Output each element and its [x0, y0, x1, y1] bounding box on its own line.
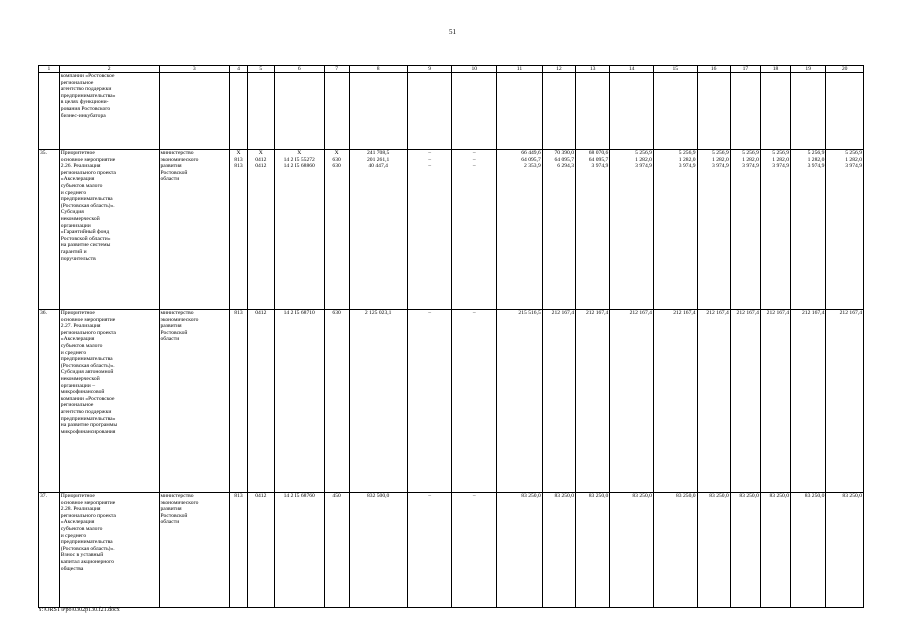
cell-value: 83 250,0 [791, 493, 826, 608]
cell-value: 212 167,4 [697, 310, 730, 493]
cell-grbs: 813 [230, 310, 248, 493]
col-header: 19 [791, 66, 826, 73]
measure-name: компании «Ростовское региональное агентство поддержки предпринимательства» в целях функциони- рования Ростовского бизнес-инкубатора [59, 73, 159, 150]
cell-value: – – – [452, 150, 497, 310]
col-header: 20 [826, 66, 864, 73]
measure-name: Приоритетное основное мероприятие 2.26. Реализация регионального проекта «Акселерация субъектов малого и среднего предпринимательства (Ростовская область)». Субсидия некоммерческой организации «Гарантийный фонд Ростовской области» на развитие системы гарантий и поручительств [59, 150, 159, 310]
cell-value: 66 449,6 64 095,7 2 353,9 [497, 150, 543, 310]
cell-grbs: 813 [230, 493, 248, 608]
cell-value: 212 167,4 [576, 310, 610, 493]
row-number: 37. [39, 493, 60, 608]
row-number: 36. [39, 310, 60, 493]
page-number: 51 [449, 28, 456, 36]
cell-value: 68 070,6 64 095,7 3 974,9 [576, 150, 610, 310]
cell-value: 83 250,0 [576, 493, 610, 608]
table-row-continuation [39, 73, 864, 150]
col-header: 14 [610, 66, 654, 73]
table-row [39, 150, 864, 310]
cell-csr: 14 2 I5 68710 [274, 310, 324, 493]
budget-table [38, 65, 864, 608]
cell-value: – [452, 493, 497, 608]
executor: министерство экономического развития Ростовской области [159, 493, 230, 608]
col-header: 9 [407, 66, 452, 73]
cell-value: 5 256,9 1 282,0 3 974,9 [653, 150, 697, 310]
col-header: 13 [576, 66, 610, 73]
cell-total: 832 500,0 [349, 493, 407, 608]
cell-value: 5 256,9 1 282,0 3 974,9 [610, 150, 654, 310]
col-header: 1 [39, 66, 60, 73]
cell-rzpr: 0412 [247, 493, 274, 608]
cell-value: – [407, 493, 452, 608]
cell-value: 5 256,9 1 282,0 3 974,9 [826, 150, 864, 310]
cell-vr: 630 [324, 310, 349, 493]
cell-value: 83 250,0 [542, 493, 575, 608]
cell-value: 212 167,4 [653, 310, 697, 493]
cell-value: 83 250,0 [653, 493, 697, 608]
cell-value: 5 256,9 1 282,0 3 974,9 [697, 150, 730, 310]
cell-value: 5 256,9 1 282,0 3 974,9 [730, 150, 760, 310]
cell-rzpr: Х 0412 0412 [247, 150, 274, 310]
table-row [39, 493, 864, 608]
col-header: 2 [59, 66, 159, 73]
cell-value: 212 167,4 [791, 310, 826, 493]
cell-total: 2 125 023,1 [349, 310, 407, 493]
col-header: 5 [247, 66, 274, 73]
file-path-footer: Y:\ORST\Ppo\0302p130.f21.docx [38, 607, 120, 613]
col-header: 8 [349, 66, 407, 73]
row-number: 35. [39, 150, 60, 310]
cell-rzpr: 0412 [247, 310, 274, 493]
cell-value: 83 250,0 [497, 493, 543, 608]
cell-grbs: Х 813 813 [230, 150, 248, 310]
col-header: 15 [653, 66, 697, 73]
cell-vr: 450 [324, 493, 349, 608]
measure-name: Приоритетное основное мероприятие 2.27. Реализация регионального проекта «Акселерация субъектов малого и среднего предпринимательства (Ростовская область)». Субсидия автономной некоммерческой организации – микрофинансовой компании «Ростовское региональное агентство поддержки предпринимательства» на развитие программы микрофинансирования [59, 310, 159, 493]
cell-csr: Х 14 2 I5 55272 14 2 I5 68860 [274, 150, 324, 310]
cell-total: 241 708,5 201 261,1 40 447,4 [349, 150, 407, 310]
col-header: 7 [324, 66, 349, 73]
col-header: 16 [697, 66, 730, 73]
cell-value: 212 167,4 [730, 310, 760, 493]
cell-value: 70 390,0 64 095,7 6 294,3 [542, 150, 575, 310]
cell-value: 83 250,0 [610, 493, 654, 608]
cell-value: 212 167,4 [610, 310, 654, 493]
col-header: 12 [542, 66, 575, 73]
cell-value: 215 516,5 [497, 310, 543, 493]
col-header: 3 [159, 66, 230, 73]
col-header: 17 [730, 66, 760, 73]
cell-value: 212 167,4 [542, 310, 575, 493]
cell-value: 5 256,9 1 282,0 3 974,9 [791, 150, 826, 310]
cell-value: 83 250,0 [730, 493, 760, 608]
cell-value: – [407, 310, 452, 493]
col-header: 18 [760, 66, 790, 73]
cell-value: 212 167,4 [826, 310, 864, 493]
cell-csr: 14 2 I5 68760 [274, 493, 324, 608]
col-header: 4 [230, 66, 248, 73]
executor: министерство экономического развития Ростовской области [159, 310, 230, 493]
cell-value: 83 250,0 [826, 493, 864, 608]
cell-value: – [452, 310, 497, 493]
header-row [39, 66, 864, 73]
cell-value: – – – [407, 150, 452, 310]
cell-value: 83 250,0 [697, 493, 730, 608]
cell-value: 83 250,0 [760, 493, 790, 608]
cell-vr: Х 630 630 [324, 150, 349, 310]
table-row [39, 310, 864, 493]
cell-value: 212 167,4 [760, 310, 790, 493]
col-header: 6 [274, 66, 324, 73]
col-header: 10 [452, 66, 497, 73]
executor: министерство экономического развития Ростовской области [159, 150, 230, 310]
col-header: 11 [497, 66, 543, 73]
cell-value: 5 256,9 1 282,0 3 974,9 [760, 150, 790, 310]
measure-name: Приоритетное основное мероприятие 2.28. Реализация регионального проекта «Акселерация субъектов малого и среднего предпринимательства (Ростовская область)». Взнос в уставный капитал акционерного общества [59, 493, 159, 608]
